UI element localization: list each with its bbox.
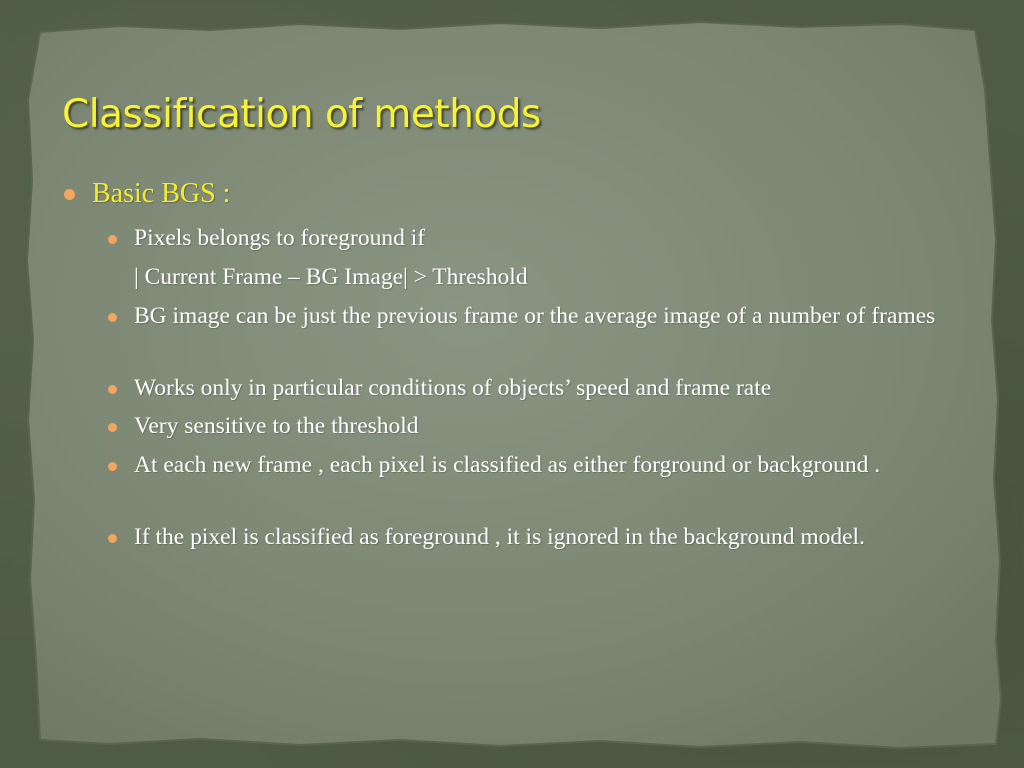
bullet-icon [108, 385, 117, 394]
list-item: Works only in particular conditions of objects’ speed and frame rate [134, 375, 772, 401]
bullet-icon [108, 235, 117, 244]
bullet-icon [108, 313, 117, 322]
bullet-icon [108, 423, 117, 432]
list-item: Very sensitive to the threshold [134, 413, 419, 439]
list-item-formula: | Current Frame – BG Image| > Threshold [134, 264, 528, 290]
list-item: Pixels belongs to foreground if [134, 225, 426, 251]
bullet-icon [108, 534, 117, 543]
list-item: If the pixel is classified as foreground , it is ignored in the background model. [134, 524, 865, 550]
list-item: BG image can be just the previous frame or the average image of a number of frames [134, 303, 936, 329]
level1-bullet-text: Basic BGS : [92, 178, 231, 209]
slide-title: Classification of methods [62, 92, 541, 137]
list-item: At each new frame , each pixel is classified as either forground or background . [134, 452, 881, 478]
level1-bullet-icon [64, 189, 75, 200]
bullet-icon [108, 462, 117, 471]
